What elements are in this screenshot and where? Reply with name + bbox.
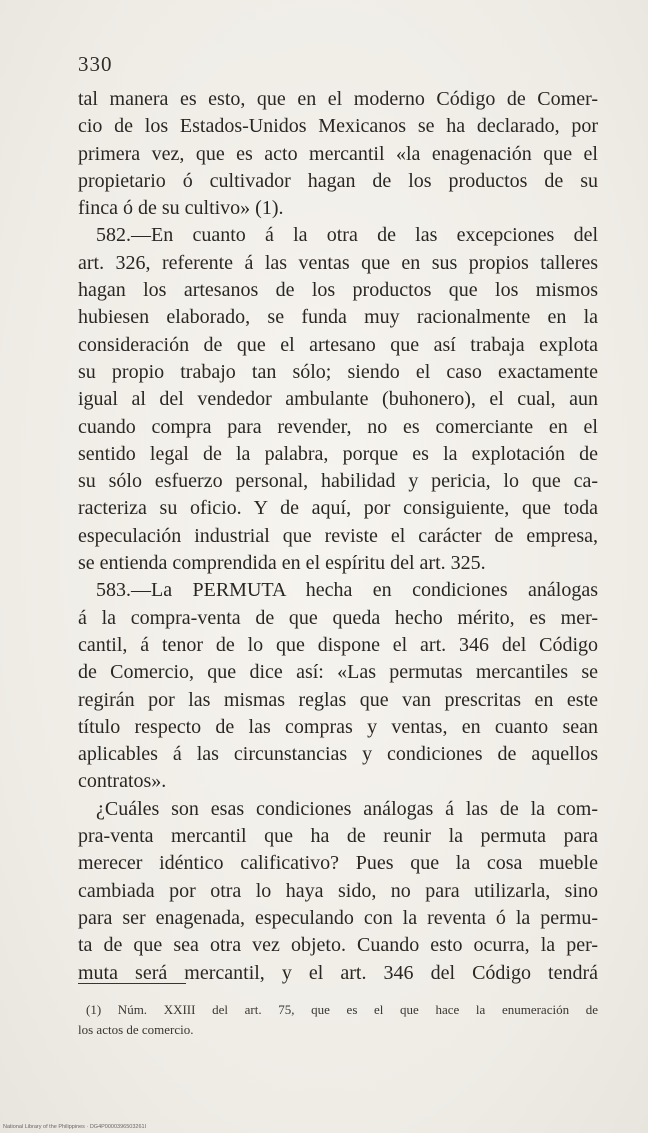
text-line: ta de que sea otra vez objeto. Cuando esto ocurra, la per- <box>78 934 598 957</box>
text-line: hubiesen elaborado, se funda muy racionalmente en la <box>78 306 598 329</box>
library-watermark: National Library of the Philippines · DG4P0000396503261I <box>3 1124 147 1130</box>
text-line: 582.—En cuanto á la otra de las excepciones del <box>96 224 598 247</box>
text-line: igual al del vendedor ambulante (buhonero), el cual, aun <box>78 388 598 411</box>
text-line: consideración de que el artesano que así trabaja explota <box>78 333 598 356</box>
text-line: sentido legal de la palabra, porque es la explotación de <box>78 442 598 465</box>
text-line: muta será mercantil, y el art. 346 del Código tendrá <box>78 961 598 984</box>
footnote <box>78 1000 598 1040</box>
text-line: á la compra-venta de que queda hecho mérito, es mer- <box>78 606 598 629</box>
text-line: merecer idéntico calificativo? Pues que la cosa mueble <box>78 852 598 875</box>
text-line: contratos». <box>78 770 167 793</box>
text-line: regirán por las mismas reglas que van prescritas en este <box>78 688 598 711</box>
text-line: su propio trabajo tan sólo; siendo el caso exactamente <box>78 360 598 383</box>
text-line: se entienda comprendida en el espíritu del art. 325. <box>78 552 486 575</box>
text-line: aplicables á las circunstancias y condiciones de aquellos <box>78 743 598 766</box>
footnote-line: (1) Núm. XXIII del art. 75, que es el que hace la enumeración de <box>86 1002 598 1017</box>
footnote-divider <box>78 983 186 984</box>
text-line: cantil, á tenor de lo que dispone el art. 346 del Código <box>78 633 598 656</box>
body-text <box>78 86 598 987</box>
text-line: 583.—La PERMUTA hecha en condiciones análogas <box>96 579 598 602</box>
text-line: primera vez, que es acto mercantil «la enagenación que el <box>78 142 598 165</box>
text-line: cuando compra para revender, no es comerciante en el <box>78 415 598 438</box>
text-line: especulación industrial que reviste el carácter de empresa, <box>78 524 598 547</box>
text-line: racteriza su oficio. Y de aquí, por consiguiente, que toda <box>78 497 598 520</box>
text-line: título respecto de las compras y ventas, en cuanto sean <box>78 715 598 738</box>
text-line: para ser enagenada, especulando con la reventa ó la permu- <box>78 906 598 929</box>
text-line: de Comercio, que dice así: «Las permutas mercantiles se <box>78 661 598 684</box>
text-line: pra-venta mercantil que ha de reunir la permuta para <box>78 825 598 848</box>
text-line: cambiada por otra lo haya sido, no para utilizarla, sino <box>78 879 598 902</box>
text-line: propietario ó cultivador hagan de los productos de su <box>78 169 598 192</box>
footnote-line: los actos de comercio. <box>78 1022 194 1037</box>
text-line: tal manera es esto, que en el moderno Código de Comer- <box>78 88 598 110</box>
text-line: finca ó de su cultivo» (1). <box>78 197 284 220</box>
text-line: su sólo esfuerzo personal, habilidad y pericia, lo que ca- <box>78 470 598 493</box>
text-line: cio de los Estados-Unidos Mexicanos se ha declarado, por <box>78 115 598 138</box>
text-line: hagan los artesanos de los productos que los mismos <box>78 279 598 302</box>
text-line: ¿Cuáles son esas condiciones análogas á las de la com- <box>96 797 598 820</box>
text-line: art. 326, referente á las ventas que en sus propios talleres <box>78 251 598 274</box>
page-number: 330 <box>78 52 113 76</box>
